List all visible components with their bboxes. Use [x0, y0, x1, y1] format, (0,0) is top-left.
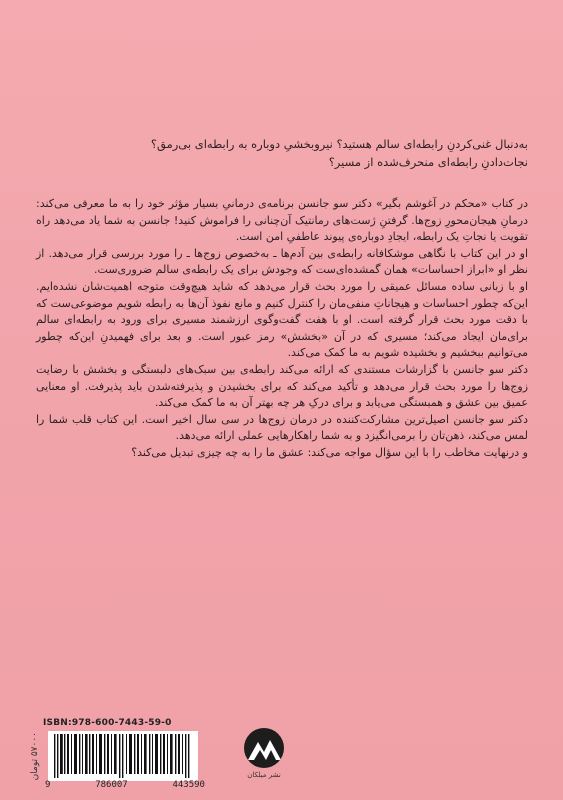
barcode-digits — [45, 780, 205, 790]
barcode-digits-right: 443590 — [172, 780, 205, 790]
barcode-digits-left: 786007 — [95, 780, 128, 790]
publisher-logo — [242, 728, 286, 788]
barcode — [48, 731, 198, 781]
intro-line-2: نجات‌دادنِ رابطه‌ای منحرف‌شده از مسیر؟ — [328, 154, 528, 169]
barcode-digit-lead: 9 — [45, 780, 51, 790]
price-label: ۵۷۰۰۰ تومان — [30, 732, 40, 781]
blurb-text — [36, 136, 528, 462]
paragraph-1: در کتاب «محکم در آغوشم بگیر» دکتر سو جانسن برنامه‌ی درمانیِ بسیار مؤثر خود را به ما معرفی می‌کند: درمانِ هیجان‌محورِ زوج‌ها. گرفتنِ ژست‌های رمانتیک آن‌چنانی را فراموش کنید! جانسن به شما یاد می‌دهد راه تقویت یا نجاتِ یک رابطه، ایجادِ دوباره‌ی پیوند عاطفیِ امن است. — [36, 197, 528, 244]
intro-questions — [36, 136, 528, 171]
closing-question: و درنهایت مخاطب را با این سؤال مواجه می‌کند: عشق ما را به چه چیزی تبدیل می‌کند؟ — [131, 445, 528, 459]
paragraph-2: او در این کتاب با نگاهی موشکافانه رابطه‌ی بین آدم‌ها ـ به‌خصوص زوج‌ها ـ را مورد بررسی قرار می‌دهد. از نظر او «ابراز احساسات» همان گمشده‌ای‌ست که وجودش برای یک رابطه‌ی سالم ضروری‌ست. — [36, 246, 528, 277]
publisher-name: نشر میلکان — [247, 771, 281, 779]
mountain-logo-icon — [244, 728, 284, 768]
intro-line-1: به‌دنبال غنی‌کردنِ رابطه‌ای سالم هستید؟ نیروبخشیِ دوباره به رابطه‌ای بی‌رمق؟ — [150, 137, 528, 151]
isbn-label: ISBN:978-600-7443-59-0 — [43, 718, 172, 728]
paragraph-4: دکتر سو جانسن با گزارشات مستندی که ارائه می‌کند رابطه‌ی بین سبک‌های دلبستگی و بخشش با رضایت زوج‌ها را مورد بحث قرار می‌دهد و تأکید می‌کند که برای بخشیدن و پذیرفته‌شدن باید پذیرفت. او معنایی عمیق بین عشق و همبستگی می‌یابد و برای درکِ هر چه بهتر آن به ما کمک می‌کند. — [36, 362, 528, 410]
paragraph-5: دکتر سو جانسن اصیل‌ترین مشارکت‌کننده در درمان زوج‌ها در سی سال اخیر است. این کتاب قلب شما را لمس می‌کند، ذهن‌تان را برمی‌انگیزد و به شما راهکارهایی عملی ارائه می‌دهد. — [36, 412, 528, 443]
barcode-bars — [54, 734, 192, 778]
paragraph-3: او با زبانی ساده مسائل عمیقی را مورد بحث قرار می‌دهد که شاید هیچ‌وقت متوجه اهمیت‌شان نشده‌ایم. این‌که چطور احساسات و هیجاناتِ منفی‌مان را کنترل کنیم و مانع نفوذ آن‌ها به رابطه شویم موضوعی‌ست که با دقت مورد بحث قرار گرفته است. او با هفت گفت‌وگوی ارزشمند مسیری برای ورود به رابطه‌ای سالم برای‌مان ایجاد می‌کند؛ مسیری که در آن «بخشش» رمز عبور است. و بعد برای فهمیدنِ این‌که چطور می‌توانیم ببخشیم و بخشیده شویم به ما کمک می‌کند. — [36, 279, 528, 360]
